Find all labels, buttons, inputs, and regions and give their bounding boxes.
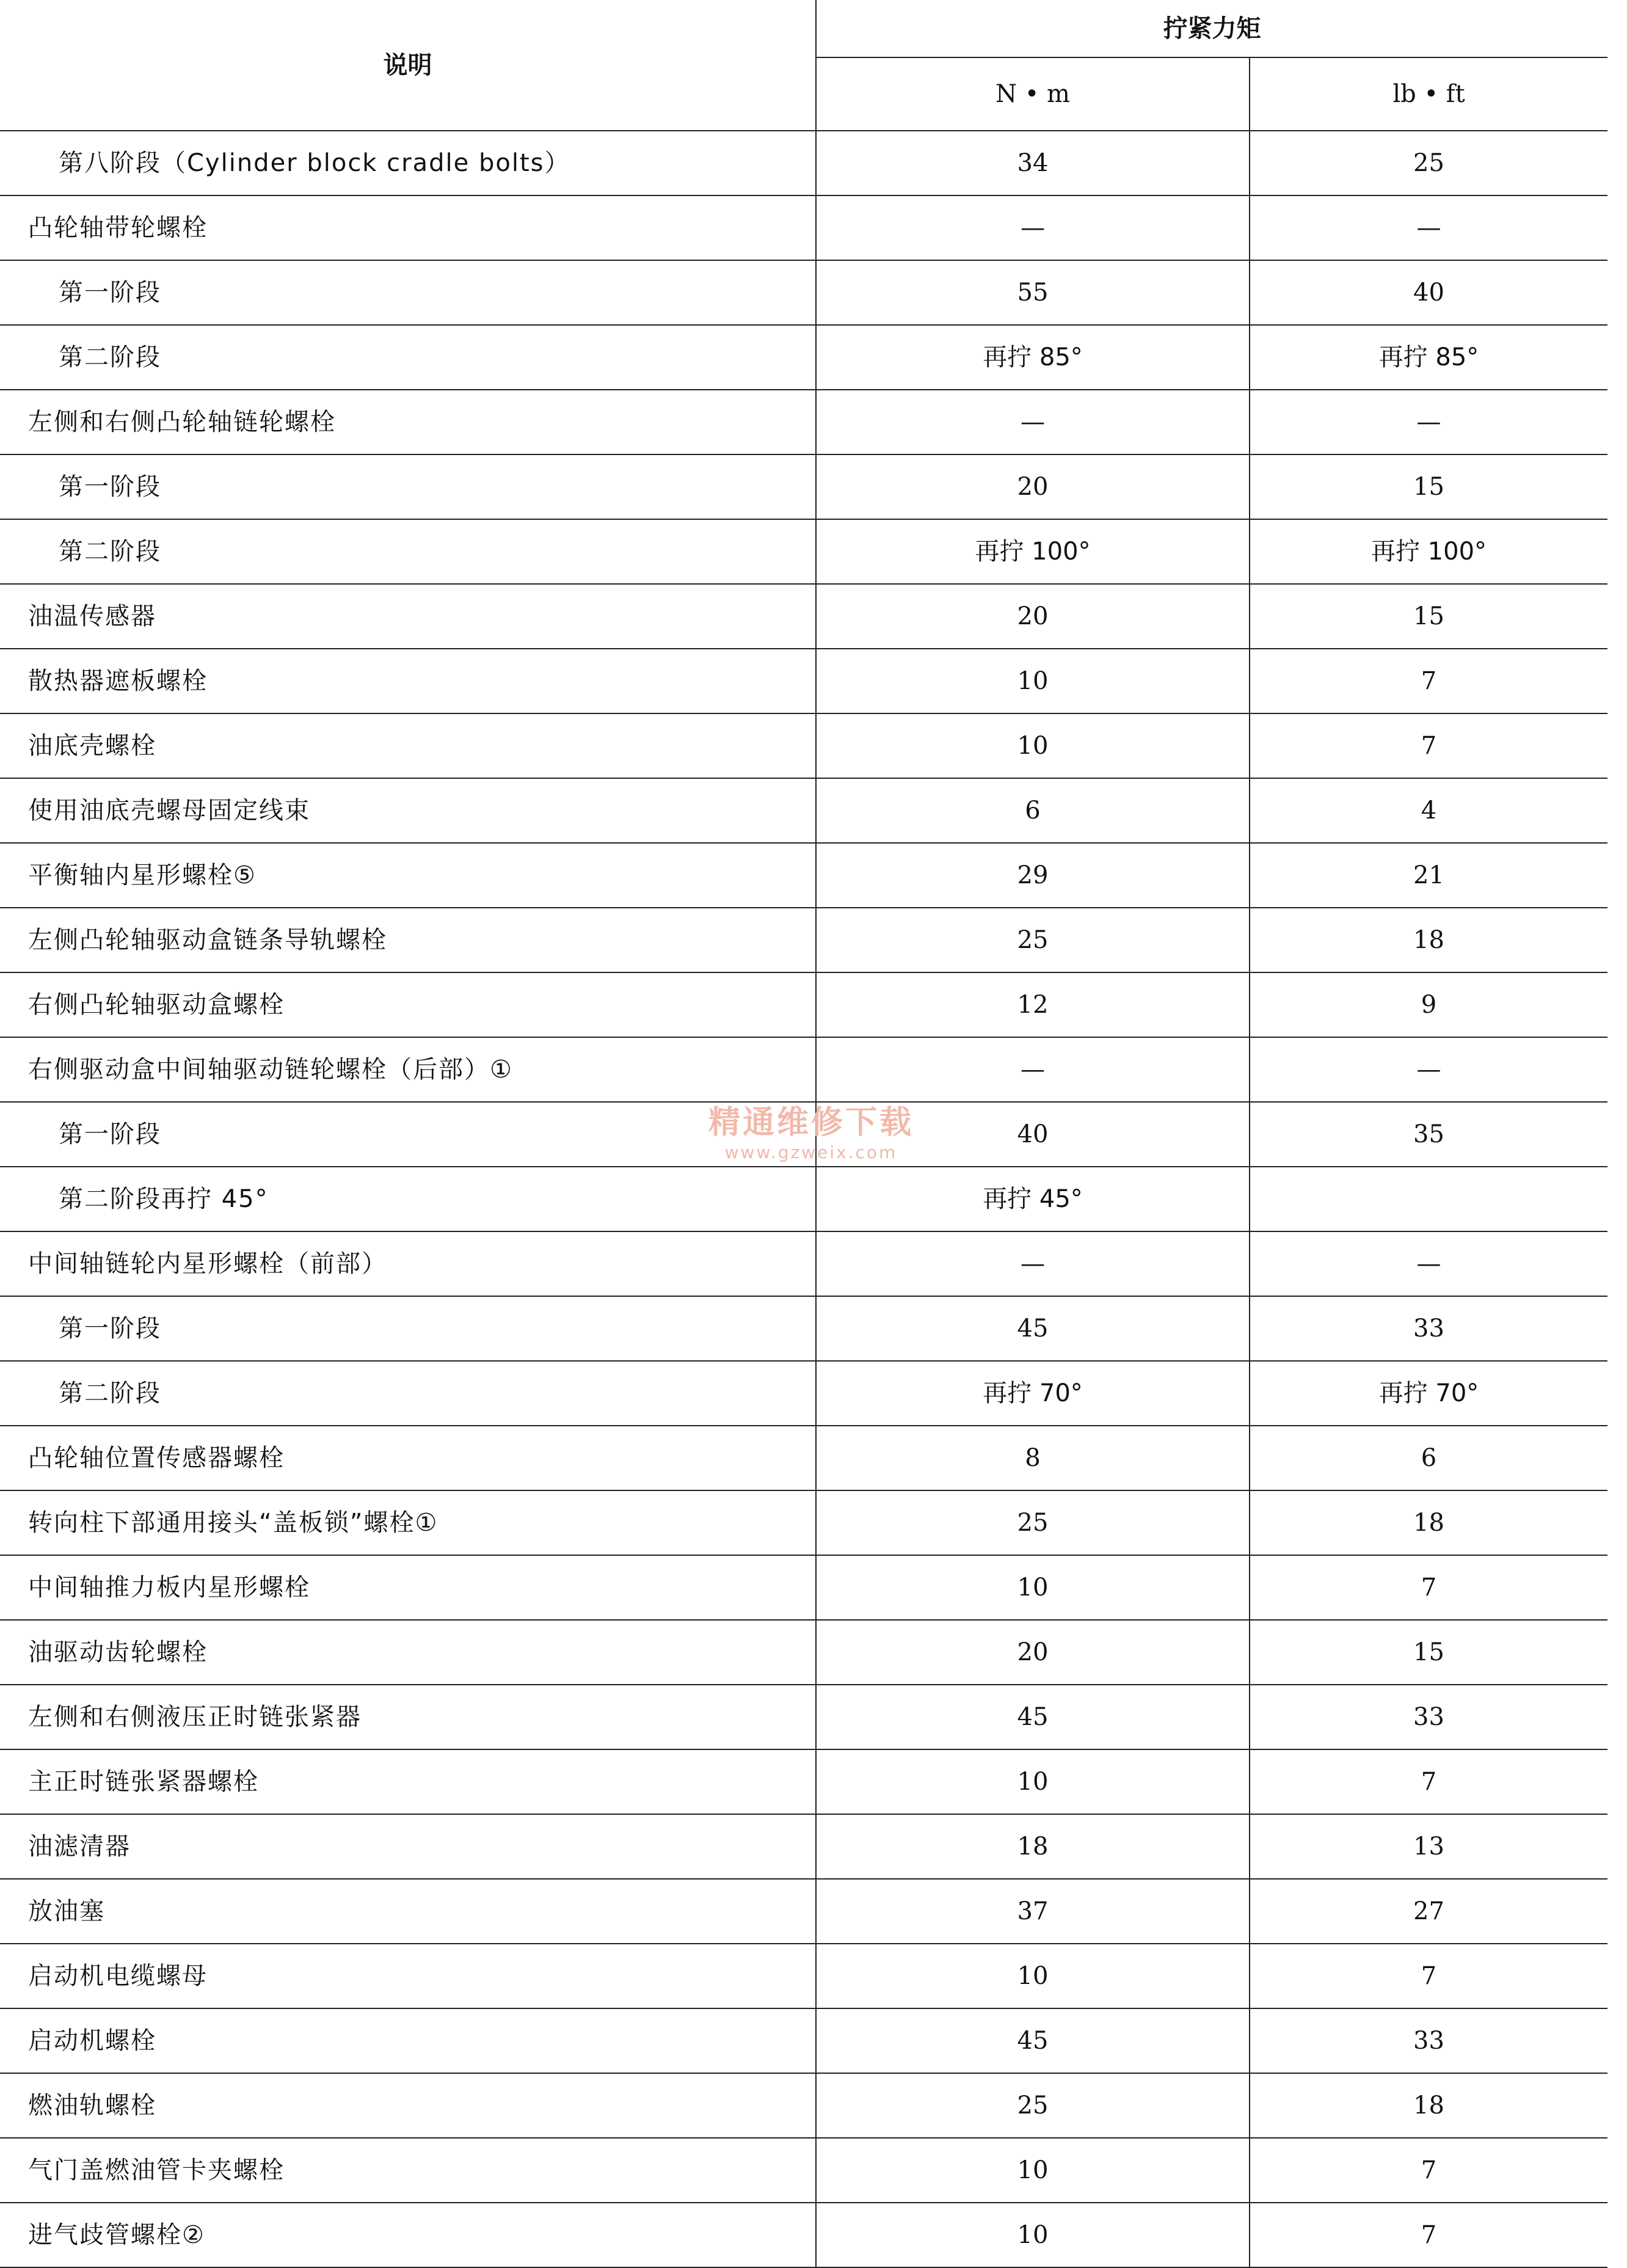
row-torque-nm: 再拧 45° — [816, 1167, 1250, 1231]
table-header — [0, 0, 1607, 131]
row-torque-lbft — [1250, 1167, 1607, 1231]
table-row — [0, 195, 1607, 260]
row-torque-lbft: 再拧 70° — [1250, 1361, 1607, 1426]
row-description: 第一阶段 — [0, 1102, 816, 1167]
row-torque-lbft: 再拧 85° — [1250, 325, 1607, 390]
row-torque-nm: 20 — [816, 1620, 1250, 1685]
row-torque-nm: 45 — [816, 2008, 1250, 2073]
table-row — [0, 1620, 1607, 1685]
table-body — [0, 131, 1607, 2267]
row-torque-nm: 10 — [816, 1944, 1250, 2008]
row-torque-lbft: 33 — [1250, 2008, 1607, 2073]
row-description: 进气歧管螺栓② — [0, 2203, 816, 2267]
row-description: 油温传感器 — [0, 584, 816, 649]
row-torque-nm: 再拧 85° — [816, 325, 1250, 390]
row-description: 左侧和右侧凸轮轴链轮螺栓 — [0, 390, 816, 454]
row-torque-lbft: 27 — [1250, 1879, 1607, 1944]
row-torque-lbft: 15 — [1250, 584, 1607, 649]
row-torque-nm: 20 — [816, 584, 1250, 649]
row-torque-lbft: 33 — [1250, 1685, 1607, 1749]
row-torque-lbft: 7 — [1250, 1555, 1607, 1620]
description-header: 说明 — [0, 0, 816, 131]
row-description: 第二阶段 — [0, 325, 816, 390]
row-description: 启动机电缆螺母 — [0, 1944, 816, 2008]
row-torque-lbft: 6 — [1250, 1426, 1607, 1490]
row-torque-nm: 8 — [816, 1426, 1250, 1490]
row-torque-nm: 再拧 100° — [816, 519, 1250, 584]
row-description: 右侧凸轮轴驱动盒螺栓 — [0, 972, 816, 1037]
table-row — [0, 972, 1607, 1037]
table-row — [0, 1037, 1607, 1102]
table-row — [0, 260, 1607, 325]
table-row — [0, 519, 1607, 584]
row-description: 中间轴推力板内星形螺栓 — [0, 1555, 816, 1620]
watermark-url: www.gzweix.com — [724, 1142, 898, 1162]
table-row — [0, 325, 1607, 390]
row-torque-lbft: 33 — [1250, 1296, 1607, 1361]
row-torque-nm: 6 — [816, 778, 1250, 843]
table-row — [0, 1167, 1607, 1231]
table-row — [0, 1426, 1607, 1490]
row-torque-lbft: 7 — [1250, 1749, 1607, 1814]
row-torque-lbft: 18 — [1250, 2073, 1607, 2138]
table-row — [0, 908, 1607, 972]
row-torque-lbft: — — [1250, 1037, 1607, 1102]
row-description: 使用油底壳螺母固定线束 — [0, 778, 816, 843]
row-description: 启动机螺栓 — [0, 2008, 816, 2073]
row-description: 放油塞 — [0, 1879, 816, 1944]
row-description: 第二阶段 — [0, 519, 816, 584]
row-description: 油底壳螺栓 — [0, 713, 816, 778]
row-description: 第二阶段再拧 45° — [0, 1167, 816, 1231]
row-torque-nm: 45 — [816, 1296, 1250, 1361]
row-torque-nm: 45 — [816, 1685, 1250, 1749]
watermark-title: 精通维修下载 — [708, 1104, 914, 1141]
row-torque-nm: 再拧 70° — [816, 1361, 1250, 1426]
row-torque-nm: 10 — [816, 649, 1250, 713]
row-torque-lbft: — — [1250, 1231, 1607, 1296]
row-torque-nm: 37 — [816, 1879, 1250, 1944]
row-torque-lbft: 21 — [1250, 843, 1607, 908]
row-torque-lbft: — — [1250, 195, 1607, 260]
row-torque-nm: 25 — [816, 1490, 1250, 1555]
row-description: 第一阶段 — [0, 454, 816, 519]
row-torque-nm: — — [816, 195, 1250, 260]
row-torque-nm: 29 — [816, 843, 1250, 908]
row-torque-nm: 10 — [816, 713, 1250, 778]
table-row — [0, 390, 1607, 454]
row-description: 中间轴链轮内星形螺栓（前部） — [0, 1231, 816, 1296]
table-row — [0, 1490, 1607, 1555]
table-row — [0, 584, 1607, 649]
row-torque-nm: 12 — [816, 972, 1250, 1037]
row-description: 主正时链张紧器螺栓 — [0, 1749, 816, 1814]
table-row — [0, 2073, 1607, 2138]
torque-header: 拧紧力矩 — [816, 0, 1607, 57]
row-torque-lbft: 9 — [1250, 972, 1607, 1037]
table-row — [0, 843, 1607, 908]
row-torque-nm: 10 — [816, 1749, 1250, 1814]
row-description: 转向柱下部通用接头“盖板锁”螺栓① — [0, 1490, 816, 1555]
row-torque-nm: 20 — [816, 454, 1250, 519]
table-row — [0, 1231, 1607, 1296]
table-row — [0, 1685, 1607, 1749]
row-description: 右侧驱动盒中间轴驱动链轮螺栓（后部）① — [0, 1037, 816, 1102]
table-row — [0, 1361, 1607, 1426]
row-torque-nm: — — [816, 1037, 1250, 1102]
row-torque-nm: 10 — [816, 1555, 1250, 1620]
table-row — [0, 1879, 1607, 1944]
row-description: 油滤清器 — [0, 1814, 816, 1879]
row-description: 凸轮轴带轮螺栓 — [0, 195, 816, 260]
row-description: 第二阶段 — [0, 1361, 816, 1426]
row-torque-nm: 18 — [816, 1814, 1250, 1879]
row-torque-lbft: 4 — [1250, 778, 1607, 843]
row-torque-nm: — — [816, 1231, 1250, 1296]
table-row — [0, 131, 1607, 195]
table-row — [0, 1944, 1607, 2008]
row-description: 左侧凸轮轴驱动盒链条导轨螺栓 — [0, 908, 816, 972]
row-torque-lbft: — — [1250, 390, 1607, 454]
row-torque-nm: 40 — [816, 1102, 1250, 1167]
row-description: 第一阶段 — [0, 1296, 816, 1361]
row-torque-nm: 34 — [816, 131, 1250, 195]
table-row — [0, 1749, 1607, 1814]
row-torque-lbft: 7 — [1250, 2203, 1607, 2267]
row-torque-nm: 25 — [816, 2073, 1250, 2138]
table-row — [0, 1555, 1607, 1620]
table-row — [0, 649, 1607, 713]
row-torque-lbft: 7 — [1250, 2138, 1607, 2203]
row-torque-lbft: 18 — [1250, 1490, 1607, 1555]
row-description: 凸轮轴位置传感器螺栓 — [0, 1426, 816, 1490]
table-row — [0, 1296, 1607, 1361]
table-row — [0, 713, 1607, 778]
row-description: 左侧和右侧液压正时链张紧器 — [0, 1685, 816, 1749]
table-row — [0, 454, 1607, 519]
table-row — [0, 2008, 1607, 2073]
row-torque-lbft: 13 — [1250, 1814, 1607, 1879]
table-row — [0, 2203, 1607, 2267]
row-description: 油驱动齿轮螺栓 — [0, 1620, 816, 1685]
row-torque-nm: 10 — [816, 2138, 1250, 2203]
row-torque-nm: 10 — [816, 2203, 1250, 2267]
row-torque-lbft: 再拧 100° — [1250, 519, 1607, 584]
row-torque-lbft: 7 — [1250, 1944, 1607, 2008]
row-description: 第八阶段（Cylinder block cradle bolts） — [0, 131, 816, 195]
unit-lbft-header: lb • ft — [1250, 57, 1607, 131]
row-torque-nm: — — [816, 390, 1250, 454]
row-torque-lbft: 35 — [1250, 1102, 1607, 1167]
row-torque-lbft: 25 — [1250, 131, 1607, 195]
row-description: 散热器遮板螺栓 — [0, 649, 816, 713]
row-description: 燃油轨螺栓 — [0, 2073, 816, 2138]
row-description: 第一阶段 — [0, 260, 816, 325]
row-torque-lbft: 7 — [1250, 649, 1607, 713]
row-description: 平衡轴内星形螺栓⑤ — [0, 843, 816, 908]
row-torque-lbft: 18 — [1250, 908, 1607, 972]
row-description: 气门盖燃油管卡夹螺栓 — [0, 2138, 816, 2203]
table-row — [0, 2138, 1607, 2203]
row-torque-lbft: 15 — [1250, 454, 1607, 519]
table-row — [0, 1102, 1607, 1167]
table-row — [0, 778, 1607, 843]
row-torque-nm: 25 — [816, 908, 1250, 972]
row-torque-lbft: 7 — [1250, 713, 1607, 778]
row-torque-nm: 55 — [816, 260, 1250, 325]
table-row — [0, 1814, 1607, 1879]
row-torque-lbft: 40 — [1250, 260, 1607, 325]
row-torque-lbft: 15 — [1250, 1620, 1607, 1685]
unit-nm-header: N • m — [816, 57, 1250, 131]
